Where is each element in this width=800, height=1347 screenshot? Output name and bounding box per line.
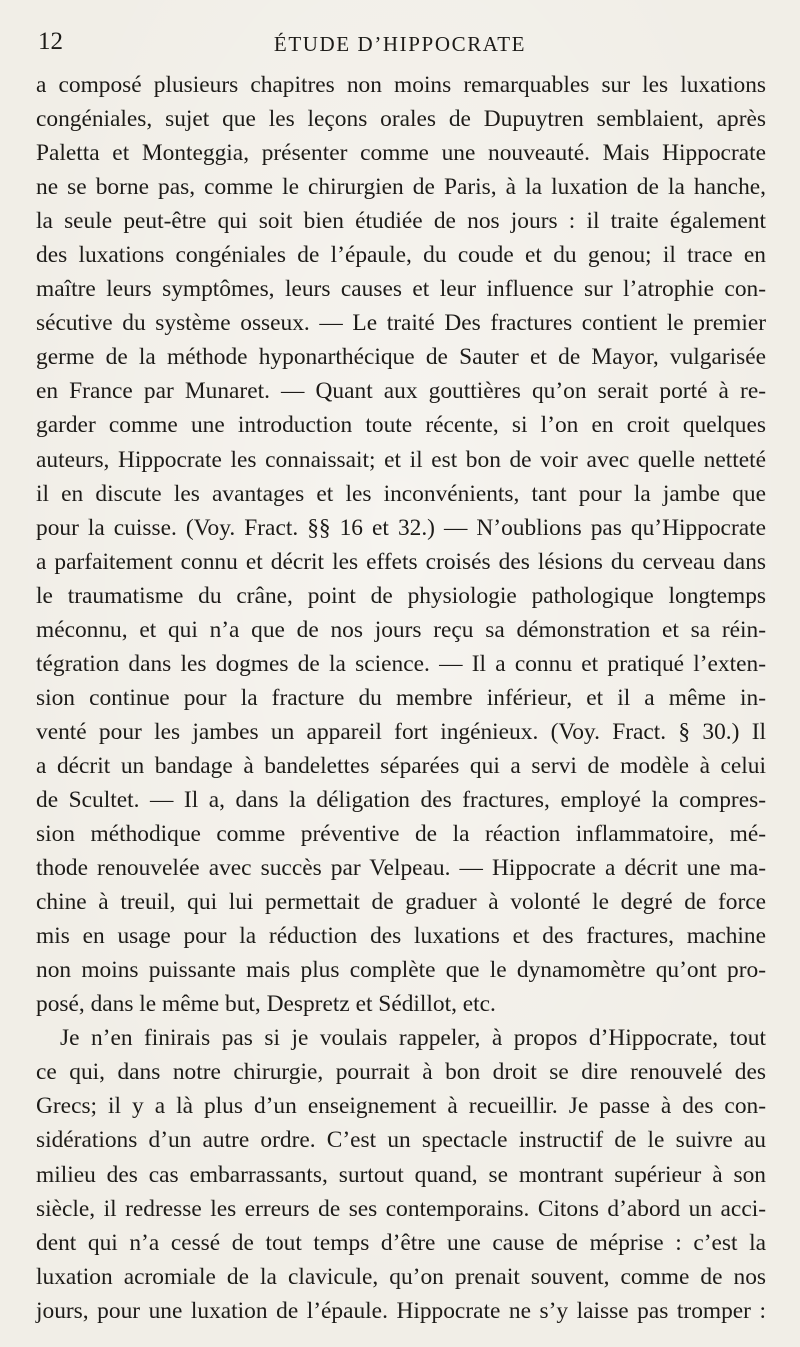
text-line: non moins puissante mais plus complète que le dynamomètre qu’ont pro- [36, 957, 766, 984]
text-line: Je n’en finirais pas si je voulais rappeler, à propos d’Hippocrate, tout [60, 1025, 766, 1052]
text-line: Grecs; il y a là plus d’un enseignement à recueillir. Je passe à des con- [36, 1093, 766, 1120]
text-line: posé, dans le même but, Despretz et Sédillot, etc. [36, 991, 496, 1018]
text-line: jours, pour une luxation de l’épaule. Hippocrate ne s’y laisse pas tromper : [36, 1297, 766, 1324]
text-line: a décrit un bandage à bandelettes séparées qui a servi de modèle à celui [36, 752, 766, 779]
text-line: de Scultet. — Il a, dans la déligation des fractures, employé la compres- [36, 786, 766, 813]
text-line: a composé plusieurs chapitres non moins remarquables sur les luxations [36, 72, 766, 98]
text-line: des luxations congéniales de l’épaule, du coude et du genou; il trace en [36, 242, 766, 269]
page-header [36, 28, 764, 62]
text-line: sécutive du système osseux. — Le traité Des fractures contient le premier [36, 310, 766, 337]
text-line: a parfaitement connu et décrit les effets croisés des lésions du cerveau dans [36, 548, 766, 575]
text-line: maître leurs symptômes, leurs causes et leur influence sur l’atrophie con- [36, 276, 766, 303]
text-line: méconnu, et qui n’a que de nos jours reçu sa démonstration et sa réin- [36, 616, 766, 643]
body-text [36, 68, 766, 1328]
text-line: Paletta et Monteggia, présenter comme une nouveauté. Mais Hippocrate [36, 140, 766, 167]
text-line: tégration dans les dogmes de la science. — Il a connu et pratiqué l’exten- [36, 650, 766, 677]
text-line: chine à treuil, qui lui permettait de graduer à volonté le degré de force [36, 889, 766, 916]
text-line: pour la cuisse. (Voy. Fract. §§ 16 et 32.) — N’oublions pas qu’Hippocrate [36, 514, 766, 541]
paragraph [36, 68, 766, 1021]
text-line: thode renouvelée avec succès par Velpeau. — Hippocrate a décrit une ma- [36, 855, 766, 882]
text-line: en France par Munaret. — Quant aux gouttières qu’on serait porté à re- [36, 378, 766, 405]
text-line: il en discute les avantages et les inconvénients, tant pour la jambe que [36, 480, 766, 507]
text-line: milieu des cas embarrassants, surtout quand, se montrant supérieur à son [36, 1161, 766, 1188]
text-line: le traumatisme du crâne, point de physiologie pathologique longtemps [36, 582, 766, 609]
text-line: venté pour les jambes un appareil fort ingénieux. (Voy. Fract. § 30.) Il [36, 718, 766, 745]
text-line: la seule peut-être qui soit bien étudiée de nos jours : il traite également [36, 208, 766, 235]
text-line: sidérations d’un autre ordre. C’est un spectacle instructif de le suivre au [36, 1127, 766, 1154]
text-line: siècle, il redresse les erreurs de ses contemporains. Citons d’abord un acci- [36, 1195, 766, 1222]
text-line: ne se borne pas, comme le chirurgien de Paris, à la luxation de la hanche, [36, 174, 766, 201]
text-line: auteurs, Hippocrate les connaissait; et il est bon de voir avec quelle netteté [36, 446, 766, 473]
running-head: ÉTUDE D’HIPPOCRATE [273, 32, 527, 56]
text-line: sion méthodique comme préventive de la réaction inflammatoire, mé- [36, 821, 766, 848]
text-line: mis en usage pour la réduction des luxations et des fractures, machine [36, 923, 766, 950]
text-line: ce qui, dans notre chirurgie, pourrait à bon droit se dire renouvelé des [36, 1059, 766, 1086]
paragraph [36, 1021, 766, 1327]
page-number: 12 [38, 28, 63, 55]
text-line: garder comme une introduction toute récente, si l’on en croit quelques [36, 412, 766, 439]
text-line: dent qui n’a cessé de tout temps d’être une cause de méprise : c’est la [36, 1229, 766, 1256]
text-line: germe de la méthode hyponarthécique de Sauter et de Mayor, vulgarisée [36, 344, 766, 371]
text-line: sion continue pour la fracture du membre inférieur, et il a même in- [36, 684, 766, 711]
text-line: luxation acromiale de la clavicule, qu’on prenait souvent, comme de nos [36, 1263, 766, 1290]
text-line: congéniales, sujet que les leçons orales de Dupuytren semblaient, après [36, 106, 766, 133]
